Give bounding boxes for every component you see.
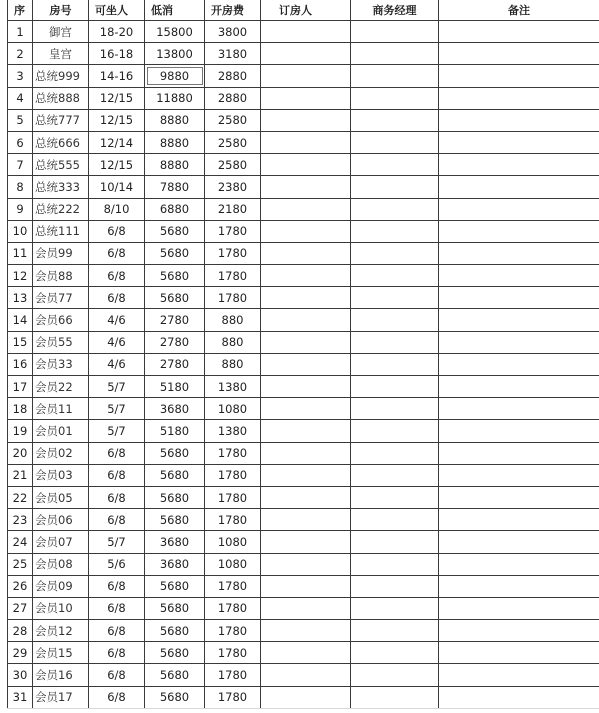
cell-room-fee[interactable]: 1780: [205, 620, 261, 642]
cell-index[interactable]: 19: [8, 420, 33, 442]
cell-remarks[interactable]: [439, 43, 599, 65]
cell-index[interactable]: 23: [8, 509, 33, 531]
cell-booker[interactable]: [261, 686, 351, 708]
cell-minimum-spend[interactable]: 8880: [145, 109, 205, 131]
cell-minimum-spend[interactable]: 5680: [145, 686, 205, 708]
table-row: [8, 87, 599, 109]
cell-index[interactable]: 29: [8, 642, 33, 664]
cell-index[interactable]: 5: [8, 109, 33, 131]
cell-capacity[interactable]: 4/6: [89, 353, 145, 375]
cell-booker[interactable]: [261, 154, 351, 176]
cell-index[interactable]: 10: [8, 220, 33, 242]
cell-room-fee[interactable]: 1780: [205, 509, 261, 531]
cell-capacity[interactable]: 10/14: [89, 176, 145, 198]
cell-minimum-spend[interactable]: 3680: [145, 553, 205, 575]
table-row: [8, 109, 599, 131]
cell-room-fee[interactable]: 2580: [205, 154, 261, 176]
header-remarks[interactable]: 备注: [439, 0, 599, 21]
table-row: [8, 265, 599, 287]
cell-room-fee[interactable]: 880: [205, 331, 261, 353]
cell-booker[interactable]: [261, 509, 351, 531]
cell-remarks[interactable]: [439, 575, 599, 597]
cell-room-number[interactable]: 会员06: [33, 509, 89, 531]
cell-room-number[interactable]: 会员15: [33, 642, 89, 664]
cell-index[interactable]: 6: [8, 131, 33, 153]
cell-capacity[interactable]: 5/7: [89, 420, 145, 442]
cell-business-manager[interactable]: [351, 220, 439, 242]
cell-room-fee[interactable]: 1780: [205, 664, 261, 686]
cell-room-number[interactable]: 会员08: [33, 553, 89, 575]
cell-capacity[interactable]: 6/8: [89, 597, 145, 619]
cell-minimum-spend[interactable]: 5180: [145, 376, 205, 398]
cell-index[interactable]: 22: [8, 486, 33, 508]
cell-capacity[interactable]: 4/6: [89, 331, 145, 353]
cell-room-number[interactable]: 会员02: [33, 442, 89, 464]
cell-booker[interactable]: [261, 43, 351, 65]
cell-room-number[interactable]: 总统777: [33, 109, 89, 131]
cell-business-manager[interactable]: [351, 43, 439, 65]
cell-booker[interactable]: [261, 464, 351, 486]
cell-room-number[interactable]: 会员10: [33, 597, 89, 619]
cell-business-manager[interactable]: [351, 376, 439, 398]
cell-remarks[interactable]: [439, 420, 599, 442]
cell-room-fee[interactable]: 2380: [205, 176, 261, 198]
cell-remarks[interactable]: [439, 176, 599, 198]
cell-booker[interactable]: [261, 21, 351, 43]
cell-index[interactable]: 12: [8, 265, 33, 287]
cell-minimum-spend[interactable]: 5680: [145, 242, 205, 264]
cell-capacity[interactable]: 14-16: [89, 65, 145, 87]
cell-booker[interactable]: [261, 65, 351, 87]
cell-index[interactable]: 28: [8, 620, 33, 642]
table-row: [8, 442, 599, 464]
header-business-manager[interactable]: 商务经理: [351, 0, 439, 21]
table-row: [8, 309, 599, 331]
cell-index[interactable]: 9: [8, 198, 33, 220]
cell-booker[interactable]: [261, 242, 351, 264]
cell-room-number[interactable]: 会员17: [33, 686, 89, 708]
cell-remarks[interactable]: [439, 620, 599, 642]
cell-room-number[interactable]: 会员07: [33, 531, 89, 553]
table-row: [8, 242, 599, 264]
cell-business-manager[interactable]: [351, 442, 439, 464]
cell-remarks[interactable]: [439, 531, 599, 553]
table-row: [8, 287, 599, 309]
table-row: [8, 43, 599, 65]
cell-minimum-spend[interactable]: 8880: [145, 131, 205, 153]
cell-capacity[interactable]: 6/8: [89, 220, 145, 242]
table-row: [8, 575, 599, 597]
cell-index[interactable]: 20: [8, 442, 33, 464]
cell-room-fee[interactable]: 1780: [205, 287, 261, 309]
cell-index[interactable]: 26: [8, 575, 33, 597]
cell-capacity[interactable]: 18-20: [89, 21, 145, 43]
cell-index[interactable]: 4: [8, 87, 33, 109]
cell-room-number[interactable]: 皇宫: [33, 43, 89, 65]
cell-capacity[interactable]: 6/8: [89, 242, 145, 264]
cell-business-manager[interactable]: [351, 65, 439, 87]
cell-booker[interactable]: [261, 331, 351, 353]
cell-capacity[interactable]: 6/8: [89, 287, 145, 309]
cell-minimum-spend[interactable]: 6880: [145, 198, 205, 220]
cell-business-manager[interactable]: [351, 353, 439, 375]
cell-booker[interactable]: [261, 442, 351, 464]
cell-booker[interactable]: [261, 376, 351, 398]
cell-remarks[interactable]: [439, 131, 599, 153]
cell-room-number[interactable]: 会员66: [33, 309, 89, 331]
cell-room-number[interactable]: 总统555: [33, 154, 89, 176]
cell-minimum-spend[interactable]: 5680: [145, 220, 205, 242]
cell-remarks[interactable]: [439, 109, 599, 131]
cell-booker[interactable]: [261, 553, 351, 575]
cell-minimum-spend[interactable]: 5680: [145, 620, 205, 642]
cell-room-fee[interactable]: 1780: [205, 686, 261, 708]
cell-room-fee[interactable]: 2880: [205, 65, 261, 87]
cell-business-manager[interactable]: [351, 531, 439, 553]
cell-room-number[interactable]: 总统888: [33, 87, 89, 109]
cell-remarks[interactable]: [439, 309, 599, 331]
cell-index[interactable]: 17: [8, 376, 33, 398]
cell-business-manager[interactable]: [351, 686, 439, 708]
cell-minimum-spend[interactable]: 5680: [145, 486, 205, 508]
cell-room-fee[interactable]: 880: [205, 309, 261, 331]
cell-booker[interactable]: [261, 309, 351, 331]
cell-business-manager[interactable]: [351, 664, 439, 686]
cell-room-fee[interactable]: 1380: [205, 376, 261, 398]
cell-room-number[interactable]: 总统666: [33, 131, 89, 153]
cell-capacity[interactable]: 6/8: [89, 664, 145, 686]
cell-remarks[interactable]: [439, 664, 599, 686]
cell-business-manager[interactable]: [351, 21, 439, 43]
table-row: [8, 664, 599, 686]
cell-capacity[interactable]: 6/8: [89, 686, 145, 708]
cell-minimum-spend[interactable]: 11880: [145, 87, 205, 109]
cell-room-number[interactable]: 会员22: [33, 376, 89, 398]
cell-business-manager[interactable]: [351, 176, 439, 198]
table-row: [8, 597, 599, 619]
cell-booker[interactable]: [261, 642, 351, 664]
cell-booker[interactable]: [261, 353, 351, 375]
cell-room-fee[interactable]: 1780: [205, 442, 261, 464]
cell-capacity[interactable]: 12/15: [89, 87, 145, 109]
cell-room-number[interactable]: 会员03: [33, 464, 89, 486]
cell-business-manager[interactable]: [351, 87, 439, 109]
sheet-bottom-edge: [7, 708, 599, 709]
cell-room-number[interactable]: 御宫: [33, 21, 89, 43]
cell-room-fee[interactable]: 2580: [205, 109, 261, 131]
table-row: [8, 464, 599, 486]
table-row: [8, 21, 599, 43]
cell-minimum-spend[interactable]: 5680: [145, 464, 205, 486]
cell-room-number[interactable]: 会员33: [33, 353, 89, 375]
cell-index[interactable]: 2: [8, 43, 33, 65]
cell-minimum-spend[interactable]: 2780: [145, 331, 205, 353]
cell-remarks[interactable]: [439, 21, 599, 43]
cell-business-manager[interactable]: [351, 154, 439, 176]
cell-room-number[interactable]: 总统111: [33, 220, 89, 242]
table-row: [8, 686, 599, 708]
cell-capacity[interactable]: 6/8: [89, 486, 145, 508]
cell-booker[interactable]: [261, 198, 351, 220]
cell-index[interactable]: 24: [8, 531, 33, 553]
cell-room-number[interactable]: 会员09: [33, 575, 89, 597]
cell-index[interactable]: 8: [8, 176, 33, 198]
cell-minimum-spend[interactable]: 5680: [145, 287, 205, 309]
cell-room-fee[interactable]: 1380: [205, 420, 261, 442]
cell-room-number[interactable]: 会员12: [33, 620, 89, 642]
table-row: [8, 398, 599, 420]
cell-business-manager[interactable]: [351, 331, 439, 353]
cell-capacity[interactable]: 12/15: [89, 109, 145, 131]
cell-minimum-spend[interactable]: 15800: [145, 21, 205, 43]
table-row: [8, 531, 599, 553]
cell-remarks[interactable]: [439, 220, 599, 242]
cell-room-fee[interactable]: 1780: [205, 265, 261, 287]
cell-booker[interactable]: [261, 620, 351, 642]
cell-minimum-spend[interactable]: 7880: [145, 176, 205, 198]
table-row: [8, 642, 599, 664]
cell-room-number[interactable]: 会员88: [33, 265, 89, 287]
cell-booker[interactable]: [261, 575, 351, 597]
table-row: [8, 331, 599, 353]
cell-business-manager[interactable]: [351, 553, 439, 575]
cell-index[interactable]: 1: [8, 21, 33, 43]
header-minimum-spend[interactable]: 低消: [145, 0, 205, 21]
table-row: [8, 131, 599, 153]
cell-index[interactable]: 7: [8, 154, 33, 176]
cell-index[interactable]: 11: [8, 242, 33, 264]
cell-index[interactable]: 16: [8, 353, 33, 375]
cell-minimum-spend[interactable]: 2780: [145, 353, 205, 375]
header-index[interactable]: 序: [8, 0, 33, 21]
cell-room-fee[interactable]: 1080: [205, 398, 261, 420]
table-row: [8, 220, 599, 242]
table-row: [8, 176, 599, 198]
cell-minimum-spend[interactable]: 5680: [145, 575, 205, 597]
cell-booker[interactable]: [261, 87, 351, 109]
cell-minimum-spend[interactable]: 2780: [145, 309, 205, 331]
cell-capacity[interactable]: 5/7: [89, 398, 145, 420]
cell-index[interactable]: 3: [8, 65, 33, 87]
cell-remarks[interactable]: [439, 353, 599, 375]
cell-business-manager[interactable]: [351, 242, 439, 264]
cell-capacity[interactable]: 8/10: [89, 198, 145, 220]
cell-remarks[interactable]: [439, 464, 599, 486]
cell-room-fee[interactable]: 1780: [205, 597, 261, 619]
cell-business-manager[interactable]: [351, 265, 439, 287]
room-rate-sheet: [7, 0, 599, 711]
cell-capacity[interactable]: 6/8: [89, 464, 145, 486]
cell-booker[interactable]: [261, 398, 351, 420]
cell-remarks[interactable]: [439, 65, 599, 87]
cell-remarks[interactable]: [439, 442, 599, 464]
cell-index[interactable]: 15: [8, 331, 33, 353]
cell-remarks[interactable]: [439, 398, 599, 420]
table-row: [8, 376, 599, 398]
cell-capacity[interactable]: 6/8: [89, 442, 145, 464]
cell-booker[interactable]: [261, 420, 351, 442]
cell-room-number[interactable]: 会员77: [33, 287, 89, 309]
cell-room-fee[interactable]: 1780: [205, 464, 261, 486]
table-row: [8, 154, 599, 176]
cell-minimum-spend[interactable]: 3680: [145, 398, 205, 420]
cell-capacity[interactable]: 6/8: [89, 575, 145, 597]
cell-remarks[interactable]: [439, 331, 599, 353]
cell-remarks[interactable]: [439, 287, 599, 309]
cell-remarks[interactable]: [439, 642, 599, 664]
cell-room-number[interactable]: 会员55: [33, 331, 89, 353]
cell-business-manager[interactable]: [351, 464, 439, 486]
cell-remarks[interactable]: [439, 597, 599, 619]
cell-minimum-spend[interactable]: 5180: [145, 420, 205, 442]
cell-room-fee[interactable]: 2880: [205, 87, 261, 109]
cell-room-fee[interactable]: 1780: [205, 642, 261, 664]
cell-capacity[interactable]: 6/8: [89, 509, 145, 531]
cell-index[interactable]: 31: [8, 686, 33, 708]
cell-room-fee[interactable]: 1780: [205, 220, 261, 242]
cell-capacity[interactable]: 16-18: [89, 43, 145, 65]
cell-business-manager[interactable]: [351, 575, 439, 597]
cell-remarks[interactable]: [439, 509, 599, 531]
table-row: [8, 420, 599, 442]
cell-room-number[interactable]: 会员01: [33, 420, 89, 442]
cell-index[interactable]: 30: [8, 664, 33, 686]
cell-room-number[interactable]: 会员11: [33, 398, 89, 420]
cell-room-fee[interactable]: 880: [205, 353, 261, 375]
table-row: [8, 620, 599, 642]
cell-room-fee[interactable]: 1080: [205, 531, 261, 553]
cell-index[interactable]: 27: [8, 597, 33, 619]
cell-booker[interactable]: [261, 531, 351, 553]
cell-room-fee[interactable]: 3800: [205, 21, 261, 43]
cell-minimum-spend[interactable]: 5680: [145, 442, 205, 464]
table-row: [8, 486, 599, 508]
room-rate-table: [7, 0, 599, 709]
cell-business-manager[interactable]: [351, 131, 439, 153]
cell-capacity[interactable]: 12/14: [89, 131, 145, 153]
table-row: [8, 353, 599, 375]
cell-room-number[interactable]: 总统222: [33, 198, 89, 220]
cell-remarks[interactable]: [439, 686, 599, 708]
cell-minimum-spend[interactable]: 13800: [145, 43, 205, 65]
header-room-number[interactable]: 房号: [33, 0, 89, 21]
cell-booker[interactable]: [261, 486, 351, 508]
cell-index[interactable]: 25: [8, 553, 33, 575]
cell-minimum-spend[interactable]: 5680: [145, 664, 205, 686]
cell-minimum-spend[interactable]: 8880: [145, 154, 205, 176]
cell-business-manager[interactable]: [351, 198, 439, 220]
cell-booker[interactable]: [261, 287, 351, 309]
cell-remarks[interactable]: [439, 198, 599, 220]
cell-business-manager[interactable]: [351, 398, 439, 420]
cell-room-fee[interactable]: 1780: [205, 242, 261, 264]
cell-room-number[interactable]: 会员99: [33, 242, 89, 264]
cell-capacity[interactable]: 5/7: [89, 531, 145, 553]
cell-room-number[interactable]: 会员16: [33, 664, 89, 686]
cell-index[interactable]: 18: [8, 398, 33, 420]
cell-remarks[interactable]: [439, 376, 599, 398]
cell-booker[interactable]: [261, 131, 351, 153]
cell-remarks[interactable]: [439, 154, 599, 176]
cell-room-number[interactable]: 总统333: [33, 176, 89, 198]
cell-capacity[interactable]: 12/15: [89, 154, 145, 176]
table-body: [8, 21, 599, 709]
cell-minimum-spend[interactable]: 5680: [145, 265, 205, 287]
table-row: [8, 65, 599, 87]
table-row: [8, 553, 599, 575]
cell-business-manager[interactable]: [351, 597, 439, 619]
cell-booker[interactable]: [261, 176, 351, 198]
cell-room-fee[interactable]: 2180: [205, 198, 261, 220]
cell-room-number[interactable]: 会员05: [33, 486, 89, 508]
cell-booker[interactable]: [261, 220, 351, 242]
table-row: [8, 198, 599, 220]
cell-index[interactable]: 14: [8, 309, 33, 331]
cell-booker[interactable]: [261, 664, 351, 686]
cell-remarks[interactable]: [439, 87, 599, 109]
cell-minimum-spend[interactable]: 5680: [145, 597, 205, 619]
header-booker[interactable]: 订房人: [261, 0, 351, 21]
cell-capacity[interactable]: 6/8: [89, 265, 145, 287]
cell-remarks[interactable]: [439, 486, 599, 508]
cell-business-manager[interactable]: [351, 109, 439, 131]
cell-index[interactable]: 13: [8, 287, 33, 309]
cell-capacity[interactable]: 6/8: [89, 620, 145, 642]
cell-business-manager[interactable]: [351, 420, 439, 442]
cell-room-number[interactable]: 总统999: [33, 65, 89, 87]
cell-remarks[interactable]: [439, 242, 599, 264]
cell-remarks[interactable]: [439, 553, 599, 575]
cell-capacity[interactable]: 6/8: [89, 642, 145, 664]
cell-room-fee[interactable]: 3180: [205, 43, 261, 65]
header-row: [8, 0, 599, 21]
cell-booker[interactable]: [261, 265, 351, 287]
cell-room-fee[interactable]: 1780: [205, 575, 261, 597]
cell-capacity[interactable]: 4/6: [89, 309, 145, 331]
cell-room-fee[interactable]: 1780: [205, 486, 261, 508]
cell-capacity[interactable]: 5/6: [89, 553, 145, 575]
header-capacity[interactable]: 可坐人: [89, 0, 145, 21]
cell-booker[interactable]: [261, 597, 351, 619]
cell-room-fee[interactable]: 2580: [205, 131, 261, 153]
cell-remarks[interactable]: [439, 265, 599, 287]
cell-business-manager[interactable]: [351, 309, 439, 331]
cell-business-manager[interactable]: [351, 486, 439, 508]
table-row: [8, 509, 599, 531]
cell-business-manager[interactable]: [351, 509, 439, 531]
cell-business-manager[interactable]: [351, 287, 439, 309]
cell-capacity[interactable]: 5/7: [89, 376, 145, 398]
header-room-fee[interactable]: 开房费: [205, 0, 261, 21]
cell-minimum-spend[interactable]: 5680: [145, 642, 205, 664]
cell-minimum-spend[interactable]: 5680: [145, 509, 205, 531]
cell-minimum-spend[interactable]: 9880: [145, 65, 205, 87]
cell-minimum-spend[interactable]: 3680: [145, 531, 205, 553]
cell-index[interactable]: 21: [8, 464, 33, 486]
cell-room-fee[interactable]: 1080: [205, 553, 261, 575]
cell-booker[interactable]: [261, 109, 351, 131]
cell-business-manager[interactable]: [351, 642, 439, 664]
cell-business-manager[interactable]: [351, 620, 439, 642]
